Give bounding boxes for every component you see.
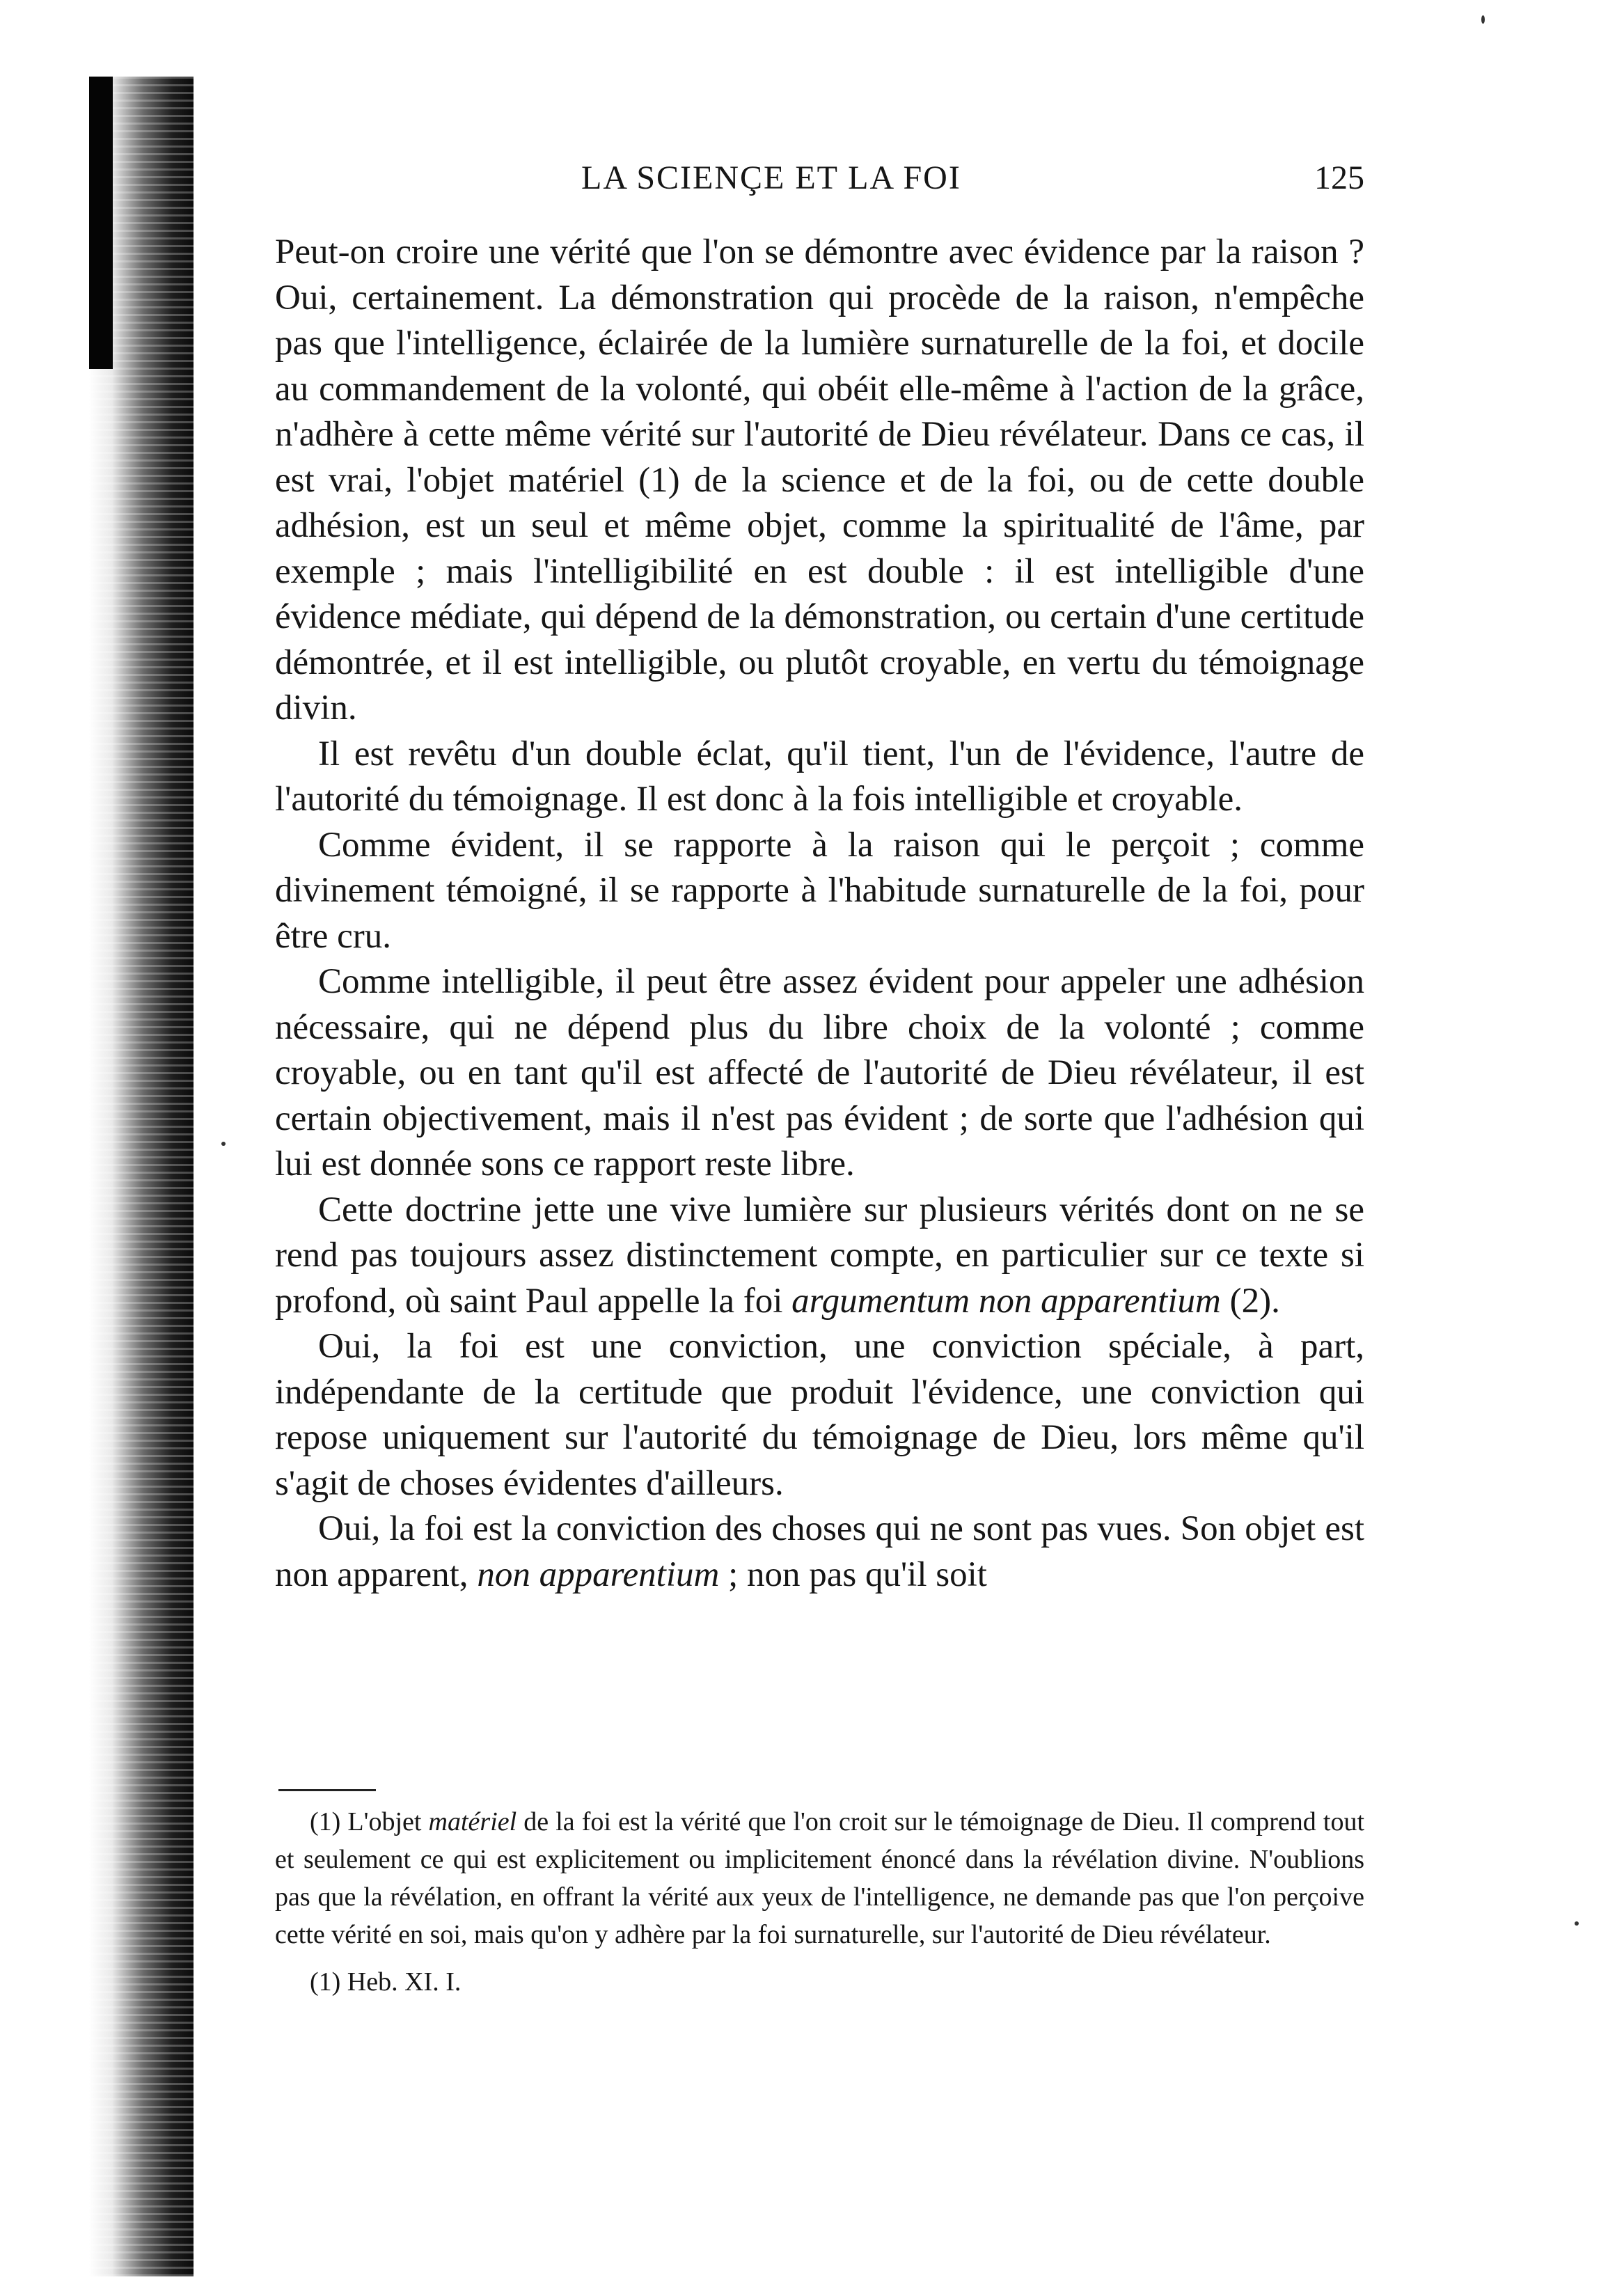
footnote-emphasis: matériel	[428, 1807, 517, 1836]
page-binding-edge	[89, 77, 194, 2276]
footnote	[275, 1803, 1364, 1953]
ink-speck	[1481, 15, 1485, 24]
footnote: (1) Heb. XI. I.	[310, 1967, 462, 1997]
page-binding-shadow	[89, 77, 113, 369]
paragraph: Comme intelligible, il peut être assez évident pour appeler une adhésion nécessaire, qui ne dépend plus du libre choix de la volonté ; comme croyable, ou en tant qu'il est affecté de l'autorité de Dieu révélateur, il est certain objectivement, mais il n'est pas évident ; de sorte que l'adhésion qui lui est donnée sons ce rapport reste libre.	[275, 962, 1364, 1183]
running-title: LA SCIENÇE ET LA FOI	[581, 159, 961, 196]
paragraph: Oui, la foi est une conviction, une conviction spéciale, à part, indépendante de la certitude que produit l'évidence, une conviction qui repose uniquement sur l'autorité du témoignage de Dieu, lors même qu'il s'agit de choses évidentes d'ailleurs.	[275, 1327, 1364, 1503]
paragraph-text: ; non pas qu'il soit	[719, 1555, 987, 1594]
page-number: 125	[1314, 159, 1364, 196]
paragraph-text: Cette doctrine jette une vive lumière sur plusieurs vérités dont on ne se rend pas toujours assez distinctement compte, en particulier sur ce texte si profond, où saint Paul appelle la foi	[275, 1190, 1364, 1321]
ink-speck	[221, 1142, 226, 1146]
paragraph: Peut-on croire une vérité que l'on se démontre avec évidence par la raison ? Oui, certainement. La démonstration qui procède de la raison, n'empêche pas que l'intelligence, éclairée de la lumière surnaturelle de la foi, et docile au commandement de la volonté, qui obéit elle-même à l'action de la grâce, n'adhère à cette même vérité sur l'autorité de Dieu révélateur. Dans ce cas, il est vrai, l'objet matériel (1) de la science et de la foi, ou de cette double adhésion, est un seul et même objet, comme la spiritualité de l'âme, par exemple ; mais l'intelligibilité en est double : il est intelligible d'une évidence médiate, qui dépend de la démonstration, ou certain d'une certitude démontrée, et il est intelligible, ou plutôt croyable, en vertu du témoignage divin.	[275, 233, 1364, 727]
footnote-text: (1) L'objet	[310, 1807, 429, 1836]
footnote-text: de la foi est la vérité que l'on croit sur le témoignage de Dieu. Il comprend tout et seulement ce qui est explicitement ou implicitement énoncé dans la révélation divine. N'oublions pas que la révélation, en offrant la vérité aux yeux de l'intelligence, ne demande pas que l'on perçoive cette vérité en soi, mais qu'on y adhère par la foi surnaturelle, sur l'autorité de Dieu révélateur.	[275, 1807, 1364, 1949]
paragraph-text: Oui, la foi est la conviction des choses qui ne sont pas vues. Son objet est non apparent,	[275, 1509, 1364, 1594]
latin-quote: non apparentium	[477, 1555, 720, 1594]
footnote-separator	[278, 1789, 376, 1791]
paragraph: Il est revêtu d'un double éclat, qu'il tient, l'un de l'évidence, l'autre de l'autorité du témoignage. Il est donc à la fois intelligible et croyable.	[275, 734, 1364, 819]
paragraph-text: (2).	[1220, 1281, 1280, 1321]
main-text	[275, 230, 1364, 1598]
latin-quote: argumentum non apparentium	[791, 1281, 1221, 1321]
paragraph	[275, 1506, 1364, 1598]
page-header	[275, 159, 1364, 214]
paragraph: Comme évident, il se rapporte à la raison qui le perçoit ; comme divinement témoigné, il se rapporte à l'habitude surnaturelle de la foi, pour être cru.	[275, 825, 1364, 956]
paragraph	[275, 1188, 1364, 1325]
ink-speck	[1575, 1921, 1579, 1926]
footnotes	[275, 1803, 1364, 2001]
